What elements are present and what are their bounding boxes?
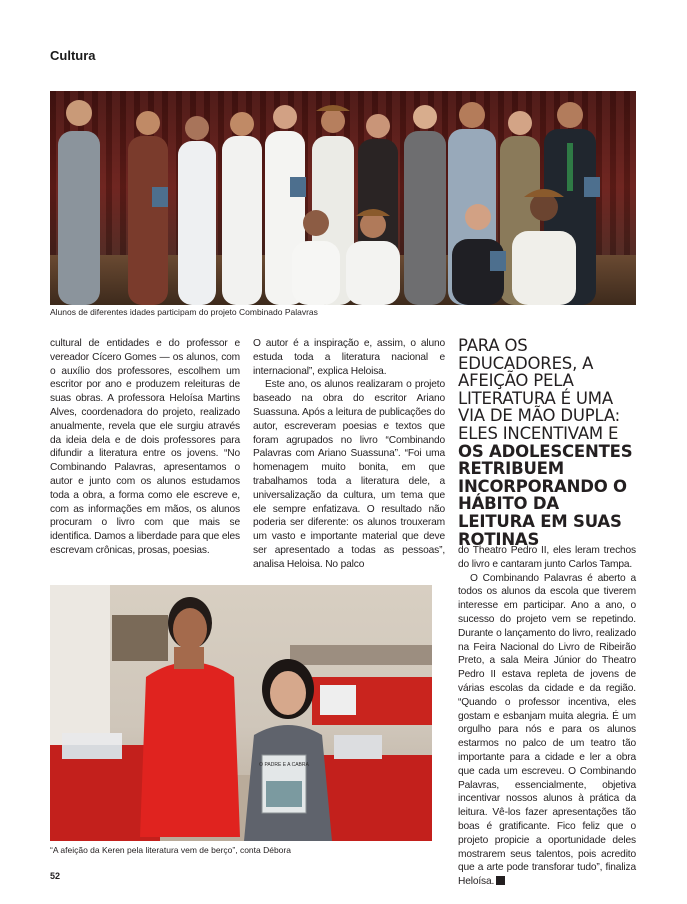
page-number: 52 (50, 871, 61, 881)
article-column-3 (458, 544, 636, 889)
paragraph: cultural de entidades e do professor e vereador Cícero Gomes — os alunos, com o auxílio dos professores, escolhem um escritor por ano e produzem releituras de suas obras. A professora Heloísa Martins Alves, coordenadora do projeto, realizado anualmente, revela que ele surgiu através da ideia dela e de dois professores para difundir a literatura entre os jovens. “No Combinando Palavras, apresentamos o autor e junto com os alunos estudamos toda a obra, a forma como ele escreve e, com as informações em mãos, os alunos procuram o livro com que mais se identifica. Damos a liberdade para que eles escrevam crônicas, prosas, poesias. (50, 338, 240, 556)
end-of-article-icon (496, 876, 505, 885)
article-column-2 (253, 337, 445, 572)
pull-quote-emphasis: OS ADOLESCENTES RETRIBUEM INCORPORANDO O HÁBITO DA LEITURA EM SUAS ROTINAS (458, 441, 633, 549)
pull-quote (458, 337, 638, 548)
paragraph (458, 572, 636, 889)
mother-daughter-photo (50, 585, 432, 841)
photo-caption: Alunos de diferentes idades participam do projeto Combinado Palavras (50, 307, 318, 317)
group-photo (50, 91, 636, 305)
article-column-1 (50, 337, 240, 558)
paragraph: O autor é a inspiração e, assim, o aluno estuda toda a literatura nacional e internacional”, explica Heloisa. (253, 338, 445, 377)
paragraph: do Theatro Pedro II, eles leram trechos do livro e cantaram junto Carlos Tampa. (458, 545, 636, 570)
paragraph-text: O Combinando Palavras é aberto a todos os alunos da escola que tiverem interesse em participar. Ano a ano, o sucesso do projeto vem se repetindo. Durante o lançamento do livro, realizado na Feira Nacional do Livro de Ribeirão Preto, a sala Meira Júnior do Theatro Pedro II estava repleta de jovens de várias escolas da cidade e da região. “Quando o professor incentiva, eles gostam e esbanjam muita alegria. É um orgulho para nós e para os alunos estarmos no palco de um teatro tão importante para a cidade e ler a obra que cada um escreveu. O Combinando Palavras, essencialmente, objetiva incentivar nossos alunos à prática da leitura. Vê-los fazer apresentações tão boas é gratificante. Fico feliz que o projeto propicie a oportunidade deles mostrarem seus talentos, pois acredito que a arte pode transforar tudo”, finaliza Heloísa. (458, 572, 636, 888)
photo-caption: “A afeição da Keren pela literatura vem de berço”, conta Débora (50, 845, 291, 855)
group-figures (50, 91, 636, 305)
book-cover-title: O PADRE E A CABRA (259, 762, 309, 768)
pull-quote-intro: PARA OS EDUCADORES, A AFEIÇÃO PELA LITERATURA É UMA VIA DE MÃO DUPLA: ELES INCENTIVAM E (458, 336, 620, 443)
section-title: Cultura (50, 48, 96, 63)
paragraph: Este ano, os alunos realizaram o projeto baseado na obra do escritor Ariano Suassuna. Após a leitura de publicações do autor, escreveram poesias e textos que foram agrupados no livro “Combinando Palavras com Ariano Suassuna”. “Foi uma homenagem muito bonita, em que trabalhamos toda a literatura dele, a universalização da cultura, um tema que ele sempre enfatizava. O resultado não poderia ser diferente: os alunos trouxeram um vasto e importante material que deve ser apresentado a todas as pessoas”, analisa Heloisa. No palco (253, 379, 445, 570)
photo-scene (50, 585, 432, 841)
